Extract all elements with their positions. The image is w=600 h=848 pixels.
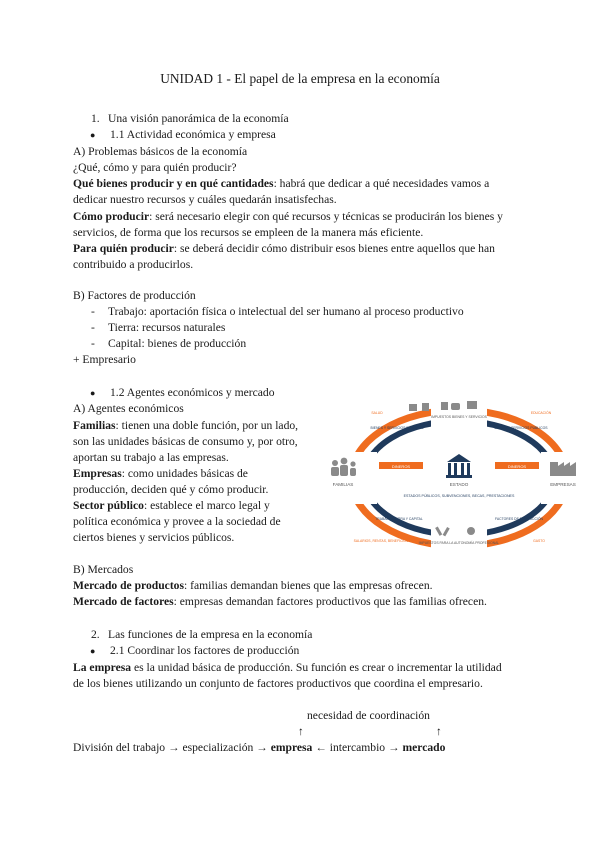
right-money-label: DINEROS [507, 464, 527, 469]
bullet: ● [90, 388, 96, 398]
list-dash: - [91, 321, 95, 334]
text: : será necesario elegir con qué recursos y técnicas se producirán los bienes y [149, 210, 503, 223]
text: : empresas demandan factores productivos que las familias ofrecen. [173, 595, 487, 608]
list-dash: - [91, 337, 95, 350]
section-heading: Una visión panorámica de la economía [108, 112, 289, 125]
top-left-label: BIENES Y SERVICIOS PÚBLICOS [370, 426, 424, 430]
subheading: A) Agentes económicos [73, 402, 184, 415]
subheading: B) Mercados [73, 563, 134, 576]
list-item: Trabajo: aportación física o intelectual del ser humano al proceso productivo [108, 305, 464, 318]
bold-term: empresa [270, 741, 313, 754]
coordination-label: necesidad de coordinación [307, 709, 430, 722]
bullet: ● [90, 646, 96, 656]
left-money-label: DINEROS [391, 464, 411, 469]
paragraph-line [73, 594, 487, 610]
paragraph-line [73, 578, 433, 594]
text: : como unidades básicas de [121, 467, 248, 480]
text: División del trabajo → especialización → [73, 741, 271, 754]
bottom-right-label: FACTORES DE PRODUCCIÓN [495, 517, 543, 521]
list-dash: - [91, 305, 95, 318]
paragraph-line: son las unidades básicas de consumo y, por otro, [73, 435, 298, 448]
paragraph-line: producción, deciden qué y cómo producir. [73, 483, 269, 496]
paragraph-line [73, 466, 248, 482]
text: es la unidad básica de producción. Su función es crear o incrementar la utilidad [131, 661, 502, 674]
text: : se deberá decidir cómo distribuir esos bienes entre aquellos que han [173, 242, 495, 255]
ring-gap-right [541, 452, 573, 504]
top-right-label: BIENES Y SERVICIOS PÚBLICOS [494, 426, 548, 430]
bullet: ● [90, 130, 96, 140]
paragraph-line: servicios, de forma que los recursos se empleen de la manera más eficiente. [73, 226, 424, 239]
paragraph-line: de los bienes utilizando un conjunto de factores productivos que coordina el empresario. [73, 677, 483, 690]
paragraph-line [73, 418, 298, 434]
bold-term: Sector público [73, 499, 144, 512]
text: : establece el marco legal y [143, 499, 270, 512]
text: : familias demandan bienes que las empresas ofrecen. [184, 579, 433, 592]
top-center-label: IMPUESTOS BIENES Y SERVICIOS [431, 415, 487, 419]
companies-label: EMPRESAS [550, 482, 576, 487]
up-arrow: ↑ [436, 725, 442, 738]
heading-number: 1. [91, 112, 100, 125]
text: ← intercambio → [312, 741, 403, 754]
question: ¿Qué, cómo y para quién producir? [73, 161, 237, 174]
subsection-heading: 2.1 Coordinar los factores de producción [110, 644, 300, 657]
state-building-icon [446, 454, 472, 478]
state-label: ESTADO [449, 482, 469, 487]
subheading: A) Problemas básicos de la economía [73, 145, 248, 158]
paragraph-line [73, 241, 495, 257]
paragraph-line: política económica y provee a la sociedad de [73, 515, 281, 528]
bold-term: Qué bienes producir y en qué cantidades [73, 177, 274, 190]
bold-term: Cómo producir [73, 210, 150, 223]
paragraph-line [73, 209, 503, 225]
bottom-left-label: TRABAJO, TIERRA Y CAPITAL [375, 517, 423, 521]
bold-term: Para quién producir [73, 242, 174, 255]
page-title: UNIDAD 1 - El papel de la empresa en la economía [160, 71, 440, 86]
section-heading: Las funciones de la empresa en la economía [108, 628, 313, 641]
circular-flow-diagram [325, 396, 592, 559]
paragraph-line: dedicar nuestro recursos y cuáles quedarán insatisfechas. [73, 193, 337, 206]
bottom-orange-right-label: GASTO [533, 539, 545, 543]
list-item: Capital: bienes de producción [108, 337, 247, 350]
subheading: B) Factores de producción [73, 289, 196, 302]
bold-term: Mercado de productos [73, 579, 184, 592]
families-label: FAMILIAS [332, 482, 354, 487]
up-arrow: ↑ [298, 725, 304, 738]
paragraph-line: aportan su trabajo a las empresas. [73, 451, 229, 464]
top-orange-left-label: SALUD [371, 411, 383, 415]
bold-term: Mercado de factores [73, 595, 174, 608]
heading-number: 2. [91, 628, 100, 641]
list-item: + Empresario [73, 353, 136, 366]
top-orange-right-label: EDUCACIÓN [530, 411, 552, 415]
paragraph-line [73, 498, 270, 514]
subsection-heading: 1.1 Actividad económica y empresa [110, 128, 276, 141]
middle-flow-label: ESTADOS PÚBLICOS, SUBVENCIONES, BECAS, PRESTACIONES [403, 494, 515, 498]
paragraph-line: ciertos bienes y servicios públicos. [73, 531, 235, 544]
list-item: Tierra: recursos naturales [108, 321, 226, 334]
ring-gap-left [345, 452, 377, 504]
paragraph-line: contribuido a producirlos. [73, 258, 194, 271]
bold-term: mercado [402, 741, 446, 754]
text: : tienen una doble función, por un lado, [115, 419, 299, 432]
bold-term: Empresas [73, 467, 122, 480]
bold-term: La empresa [73, 661, 132, 674]
paragraph-line [73, 176, 489, 192]
bold-term: Familias [73, 419, 116, 432]
bottom-orange-left-label: SALARIOS, RENTAS, BENEFICIOS [353, 539, 409, 543]
bottom-center-label: IMPUESTOS PARA LA AUTONOMÍA PROFESIONAL [418, 541, 500, 545]
concept-chain [73, 740, 445, 756]
text: : habrá que dedicar a qué necesidades vamos a [273, 177, 490, 190]
subsection-heading: 1.2 Agentes económicos y mercado [110, 386, 275, 399]
paragraph-line [73, 660, 502, 676]
